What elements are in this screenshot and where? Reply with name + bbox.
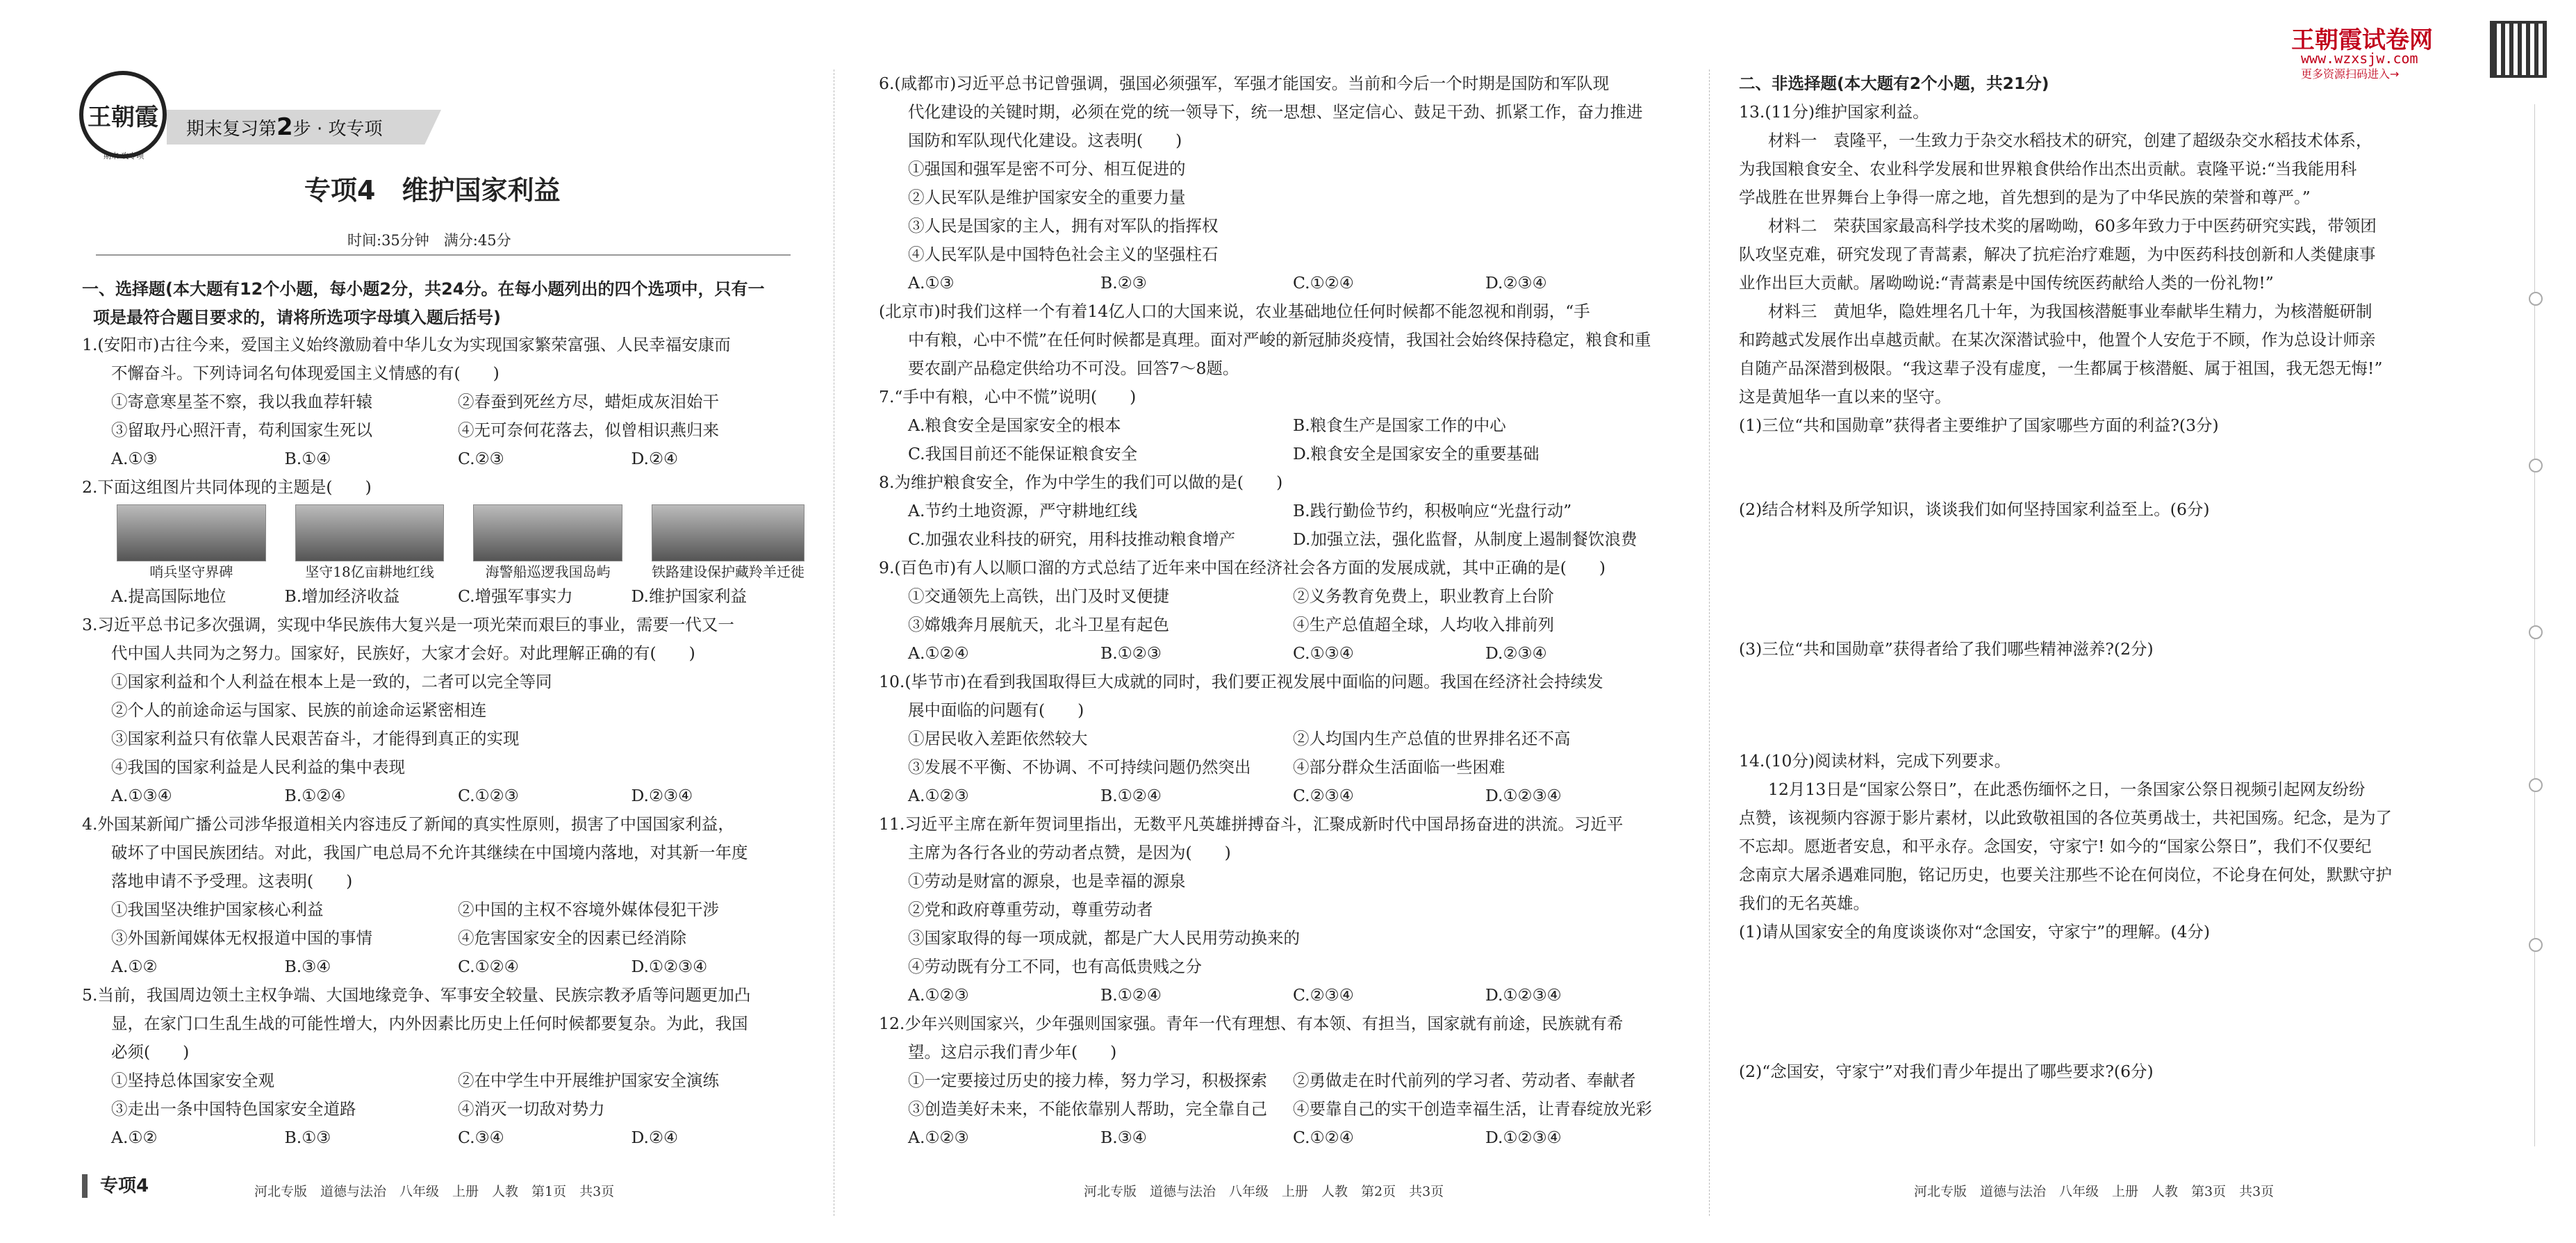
statement: ①寄意寒星荃不察，我以我血荐轩辕 — [111, 392, 372, 411]
statement: ④部分群众生活面临一些困难 — [1293, 757, 1505, 777]
question-stem: 要农副产品稳定供给功不可没。回答7～8题。 — [908, 359, 1239, 378]
nav-dot[interactable] — [2529, 625, 2543, 639]
answer-options — [82, 953, 804, 981]
statement: ①一定要接过历史的接力棒，努力学习，积极探索 — [908, 1071, 1267, 1090]
answer-option[interactable]: A.①②③ — [908, 985, 969, 1005]
answer-option[interactable]: D.②④ — [631, 1128, 679, 1147]
answer-option[interactable]: C.①②③ — [458, 786, 519, 805]
statement-grid — [879, 497, 1678, 554]
answer-option[interactable]: C.②③④ — [1293, 985, 1354, 1005]
answer-option[interactable]: A.①② — [111, 1128, 158, 1147]
answer-option[interactable]: B.①④ — [284, 449, 331, 468]
question-stem: 必须( ) — [111, 1042, 190, 1062]
statement: B.粮食生产是国家工作的中心 — [1293, 415, 1506, 435]
question-stem: 不懈奋斗。下列诗词名句体现爱国主义情感的有( ) — [111, 363, 499, 383]
logo-text: 王朝霞 — [88, 103, 158, 131]
sub-question: (3)三位“共和国勋章”获得者给了我们哪些精神滋养?(2分) — [1739, 639, 2154, 659]
answer-option[interactable]: A.①③④ — [111, 786, 172, 805]
brand-sub: 更多资源扫码进入→ — [2301, 67, 2400, 81]
photo-item — [295, 504, 445, 582]
answer-option[interactable]: B.①②④ — [1100, 985, 1162, 1005]
section-one-heading — [82, 275, 804, 332]
statement: ①坚持总体国家安全观 — [111, 1071, 274, 1090]
answer-option[interactable]: D.①②③④ — [1485, 985, 1562, 1005]
question-block — [879, 668, 1678, 810]
material-text: 学战胜在世界舞台上争得一席之地，首先想到的是为了中华民族的荣誉和尊严。” — [1739, 188, 2311, 207]
answer-option[interactable]: A.①②③ — [908, 786, 969, 805]
answer-options — [82, 445, 804, 473]
page-title: 专项4 维护国家利益 — [304, 175, 561, 206]
answer-option[interactable]: D.②③④ — [631, 786, 693, 805]
question-stem: 11.习近平主席在新年贺词里指出，无数平凡英雄拼搏奋斗，汇聚成新时代中国昂扬奋进的洪流。习近平 — [879, 814, 1624, 834]
statement: ④无可奈何花落去，似曾相识燕归来 — [458, 420, 719, 440]
answer-options — [879, 782, 1678, 810]
answer-option[interactable]: A.①②③ — [908, 1128, 969, 1147]
question-stem: 代化建设的关键时期，必须在党的统一领导下，统一思想、坚定信心、鼓足干劲、抓紧工作，奋力推进 — [908, 102, 1643, 122]
answer-option[interactable]: D.②③④ — [1485, 643, 1547, 663]
statement: ①我国坚决维护国家核心利益 — [111, 900, 324, 919]
statement: C.加强农业科技的研究，用科技推动粮食增产 — [908, 529, 1236, 549]
statement: ④人民军队是中国特色社会主义的坚强柱石 — [908, 245, 1219, 264]
logo-subtitle: 期末 攻专项 — [103, 151, 145, 160]
question-stem: 4.外国某新闻广播公司涉华报道相关内容违反了新闻的真实性原则，损害了中国国家利益， — [82, 814, 734, 834]
question-block — [879, 810, 1678, 1010]
sub-question: (1)请从国家安全的角度谈谈你对“念国安，守家宁”的理解。(4分) — [1739, 922, 2211, 941]
question-block — [879, 383, 1678, 468]
step-header — [186, 110, 382, 147]
question-stem: 落地申请不予受理。这表明( ) — [111, 871, 353, 891]
answer-options — [879, 981, 1678, 1010]
footer-page-2: 河北专版 道德与法治 八年级 上册 人教 第2页 共3页 — [1084, 1184, 1444, 1199]
question-stem: 2.下面这组图片共同体现的主题是( ) — [82, 477, 372, 497]
statement: ②勇做走在时代前列的学习者、劳动者、奉献者 — [1293, 1071, 1636, 1090]
question-stem: 10.(毕节市)在看到我国取得巨大成就的同时，我们要正视发展中面临的问题。我国在经济社会持续发 — [879, 672, 1603, 691]
answer-options — [879, 639, 1678, 668]
answer-option[interactable]: D.维护国家利益 — [631, 586, 747, 606]
nav-dot[interactable] — [2529, 778, 2543, 792]
answer-option[interactable]: C.增强军事实力 — [458, 586, 573, 606]
divider — [96, 254, 791, 256]
answer-option[interactable]: C.①②④ — [1293, 1128, 1354, 1147]
question-stem: (北京市)时我们这样一个有着14亿人口的大国来说，农业基础地位任何时候都不能忽视和削弱，“手 — [879, 302, 1590, 321]
statement: ②义务教育免费上，职业教育上台阶 — [1293, 586, 1554, 606]
answer-option[interactable]: B.①②④ — [284, 786, 346, 805]
statement-grid — [82, 1067, 804, 1123]
answer-option[interactable]: D.②③④ — [1485, 273, 1547, 293]
answer-option[interactable]: B.①②④ — [1100, 786, 1162, 805]
question-column-2 — [879, 69, 1678, 1152]
question-block — [82, 611, 804, 810]
answer-option[interactable]: C.①②④ — [1293, 273, 1354, 293]
answer-option[interactable]: A.①② — [111, 957, 158, 976]
question-stem: 7.“手中有粮，心中不慌”说明( ) — [879, 387, 1137, 406]
photo-item — [117, 504, 266, 582]
statement-grid — [82, 388, 804, 445]
section-heading-line: 项是最符合题目要求的，请将所选项字母填入题后括号) — [93, 308, 501, 327]
material-text: 为我国粮食安全、农业科学发展和世界粮食供给作出杰出贡献。袁隆平说:“当我能用科 — [1739, 159, 2357, 179]
question-block — [879, 554, 1678, 668]
answer-option[interactable]: C.①③④ — [1293, 643, 1354, 663]
question-stem: 14.(10分)阅读材料，完成下列要求。 — [1739, 751, 2011, 771]
question-stem: 代中国人共同为之努力。国家好，民族好，大家才会好。对此理解正确的有( ) — [111, 643, 695, 663]
brand-name: 王朝霞试卷网 — [2291, 26, 2433, 54]
statement: ②在中学生中开展维护国家安全演练 — [458, 1071, 719, 1090]
photo-image — [652, 504, 804, 561]
answer-option[interactable]: B.③④ — [284, 957, 331, 976]
statement: ①国家利益和个人利益在根本上是一致的，二者可以完全等同 — [111, 672, 552, 691]
photo-item — [652, 504, 804, 582]
answer-option[interactable]: D.②④ — [631, 449, 679, 468]
answer-option[interactable]: B.增加经济收益 — [284, 586, 400, 606]
answer-option[interactable]: D.①②③④ — [631, 957, 708, 976]
photo-item — [473, 504, 622, 582]
statement: ③留取丹心照汗青，苟利国家生死以 — [111, 420, 372, 440]
logo — [79, 71, 167, 158]
sub-question: (2)“念国安，守家宁”对我们青少年提出了哪些要求?(6分) — [1739, 1062, 2154, 1081]
answer-options — [82, 1123, 804, 1152]
material-text: 材料二 荣获国家最高科学技术奖的屠呦呦，60多年致力于中医药研究实践，带领团 — [1768, 216, 2377, 236]
answer-option[interactable]: B.①③ — [284, 1128, 331, 1147]
answer-options — [82, 782, 804, 810]
statement: ②党和政府尊重劳动，尊重劳动者 — [908, 900, 1153, 919]
material-text: 材料一 袁隆平，一生致力于杂交水稻技术的研究，创建了超级杂交水稻技术体系， — [1768, 131, 2372, 150]
photo-row — [82, 504, 804, 582]
column-divider — [1709, 69, 1710, 1216]
statement: ③国家取得的每一项成就，都是广大人民用劳动换来的 — [908, 928, 1300, 948]
photo-caption: 坚守18亿亩耕地红线 — [305, 563, 434, 580]
photo-caption: 哨兵坚守界碑 — [149, 563, 233, 580]
question-block — [879, 1010, 1678, 1152]
step-prefix: 期末复习第 — [186, 119, 277, 140]
statement: ③国家利益只有依靠人民艰苦奋斗，才能得到真正的实现 — [111, 729, 520, 748]
statement: ①居民收入差距依然较大 — [908, 729, 1088, 748]
statement: C.我国目前还不能保证粮食安全 — [908, 444, 1138, 463]
material-text: 材料三 黄旭华，隐姓埋名几十年，为我国核潜艇事业奉献毕生精力，为核潜艇研制 — [1768, 302, 2372, 321]
photo-image — [295, 504, 445, 561]
statement: ④危害国家安全的因素已经消除 — [458, 928, 686, 948]
material-text: 点赞，该视频内容源于影片素材，以此致敬祖国的各位英勇战士，共祀国殇。纪念，是为了 — [1739, 808, 2392, 828]
statement-grid — [879, 411, 1678, 468]
material-text: 这是黄旭华一直以来的坚守。 — [1739, 387, 1951, 406]
nav-dot[interactable] — [2529, 459, 2543, 472]
answer-options — [879, 269, 1678, 297]
answer-options — [879, 1123, 1678, 1152]
question-stem: 12.少年兴则国家兴，少年强则国家强。青年一代有理想、有本领、有担当，国家就有前途，民族就有希 — [879, 1014, 1624, 1033]
question-block — [82, 981, 804, 1152]
question-stem: 显，在家门口生乱生战的可能性增大，内外因素比历史上任何时候都要复杂。为此，我国 — [111, 1014, 748, 1033]
question-block — [82, 331, 804, 473]
statement-grid — [82, 896, 804, 953]
question-block — [879, 468, 1678, 554]
statement: A.节约土地资源，严守耕地红线 — [908, 501, 1137, 520]
material-text: 不忘却。愿逝者安息，和平永存。念国安，守家宁! 如今的“国家公祭日”，我们不仅要纪 — [1739, 837, 2372, 856]
question-stem: 国防和军队现代化建设。这表明( ) — [908, 131, 1182, 150]
statement: ④我国的国家利益是人民利益的集中表现 — [111, 757, 405, 777]
footer-page-3: 河北专版 道德与法治 八年级 上册 人教 第3页 共3页 — [1914, 1184, 2274, 1199]
statement-grid — [879, 582, 1678, 639]
statement: ②春蚕到死丝方尽，蜡炬成灰泪始干 — [458, 392, 719, 411]
statement: D.加强立法，强化监督，从制度上遏制餐饮浪费 — [1293, 529, 1637, 549]
statement: ①强国和强军是密不可分、相互促进的 — [908, 159, 1186, 179]
question-stem: 展中面临的问题有( ) — [908, 700, 1084, 720]
statement: ③人民是国家的主人，拥有对军队的指挥权 — [908, 216, 1219, 236]
statement-grid — [879, 1067, 1678, 1123]
question-stem: 9.(百色市)有人以顺口溜的方式总结了近年来中国在经济社会各方面的发展成就，其中正确的是( ) — [879, 558, 1606, 577]
statement: ②个人的前途命运与国家、民族的前途命运紧密相连 — [111, 700, 487, 720]
brand-url[interactable]: www.wzxsjw.com — [2301, 50, 2418, 67]
material-text: 12月13日是“国家公祭日”，在此悉伤缅怀之日，一条国家公祭日视频引起网友纷纷 — [1768, 780, 2366, 799]
section-two-heading: 二、非选择题(本大题有2个小题，共21分) — [1739, 74, 2049, 93]
step-number: 2 — [276, 113, 293, 141]
question-column-1 — [82, 331, 804, 1152]
time-score: 时间:35分钟 满分:45分 — [347, 232, 511, 249]
photo-caption: 海警船巡逻我国岛屿 — [485, 563, 611, 580]
answer-option[interactable]: D.①②③④ — [1485, 1128, 1562, 1147]
statement: ③创造美好未来，不能依靠别人帮助，完全靠自己 — [908, 1099, 1267, 1119]
question-stem: 8.为维护粮食安全，作为中学生的我们可以做的是( ) — [879, 472, 1283, 492]
question-stem: 主席为各行各业的劳动者点赞，是因为( ) — [908, 843, 1231, 862]
question-stem: 中有粮，心中不慌”在任何时候都是真理。面对严峻的新冠肺炎疫情，我国社会始终保持稳定，粮食和重 — [908, 330, 1651, 349]
statement: D.粮食安全是国家安全的重要基础 — [1293, 444, 1539, 463]
statement: ②中国的主权不容境外媒体侵犯干涉 — [458, 900, 719, 919]
step-suffix: 步 · 攻专项 — [292, 119, 383, 140]
statement: ④要靠自己的实干创造幸福生活，让青春绽放光彩 — [1293, 1099, 1652, 1119]
statement: ④劳动既有分工不同，也有高低贵贱之分 — [908, 957, 1202, 976]
answer-option[interactable]: B.③④ — [1100, 1128, 1147, 1147]
question-stem: 1.(安阳市)古往今来，爱国主义始终激励着中华儿女为实现国家繁荣富强、人民幸福安康而 — [82, 335, 731, 354]
question-block — [82, 473, 804, 611]
answer-option[interactable]: C.③④ — [458, 1128, 504, 1147]
question-stem: 13.(11分)维护国家利益。 — [1739, 102, 1929, 122]
answer-option[interactable]: B.②③ — [1100, 273, 1147, 293]
nav-dot[interactable] — [2529, 292, 2543, 306]
statement: ①劳动是财富的源泉，也是幸福的源泉 — [908, 871, 1186, 891]
question-stem: 5.当前，我国周边领土主权争端、大国地缘竞争、军事安全较量、民族宗教矛盾等问题更加凸 — [82, 985, 751, 1005]
footer-page-1: 河北专版 道德与法治 八年级 上册 人教 第1页 共3页 — [254, 1184, 615, 1199]
footer-tag: 专项4 — [82, 1174, 149, 1198]
question-column-3 — [1739, 69, 2475, 1086]
answer-option[interactable]: C.②③ — [458, 449, 504, 468]
material-text: 业作出巨大贡献。屠呦呦说:“青蒿素是中国传统医药献给人类的一份礼物!” — [1739, 273, 2274, 293]
statement: ②人均国内生产总值的世界排名还不高 — [1293, 729, 1571, 748]
question-block — [879, 297, 1678, 383]
material-text: 队攻坚克难，研究发现了青蒿素，解决了抗疟治疗难题，为中医药科技创新和人类健康事 — [1739, 245, 2376, 264]
photo-caption: 铁路建设保护藏羚羊迁徙 — [652, 563, 805, 580]
answer-options — [82, 582, 804, 611]
answer-option[interactable]: A.①③ — [908, 273, 955, 293]
statement: ②人民军队是维护国家安全的重要力量 — [908, 188, 1186, 207]
statement-grid — [879, 725, 1678, 782]
sub-question: (1)三位“共和国勋章”获得者主要维护了国家哪些方面的利益?(3分) — [1739, 415, 2219, 435]
statement: ①交通领先上高铁，出门及时叉便捷 — [908, 586, 1169, 606]
material-text: 自随产品深潜到极限。“我这辈子没有虚度，一生都属于核潜艇、属于祖国，我无怨无悔!” — [1739, 359, 2383, 378]
statement: B.践行勤俭节约，积极响应“光盘行动” — [1293, 501, 1572, 520]
answer-option[interactable]: A.①③ — [111, 449, 158, 468]
sub-question: (2)结合材料及所学知识，谈谈我们如何坚持国家利益至上。(6分) — [1739, 500, 2210, 519]
question-stem: 6.(咸都市)习近平总书记曾强调，强国必须强军，军强才能国安。当前和今后一个时期是国防和军队现 — [879, 74, 1610, 93]
statement: ③嫦娥奔月展航天，北斗卫星有起色 — [908, 615, 1169, 634]
question-stem: 望。这启示我们青少年( ) — [908, 1042, 1117, 1062]
statement: A.粮食安全是国家安全的根本 — [908, 415, 1121, 435]
statement: ③外国新闻媒体无权报道中国的事情 — [111, 928, 372, 948]
statement: ③走出一条中国特色国家安全道路 — [111, 1099, 356, 1119]
question-stem: 破坏了中国民族团结。对此，我国广电总局不允许其继续在中国境内落地，对其新一年度 — [111, 843, 748, 862]
material-text: 念南京大屠杀遇难同胞，铭记历史，也要关注那些不论在何岗位，不论身在何处，默默守护 — [1739, 865, 2392, 884]
photo-image — [117, 504, 266, 561]
material-text: 我们的无名英雄。 — [1739, 894, 1869, 913]
question-stem: 3.习近平总书记多次强调，实现中华民族伟大复兴是一项光荣而艰巨的事业，需要一代又一 — [82, 615, 734, 634]
answer-option[interactable]: A.提高国际地位 — [111, 586, 226, 606]
material-text: 和跨越式发展作出卓越贡献。在某次深潜试验中，他置个人安危于不顾，作为总设计师亲 — [1739, 330, 2376, 349]
answer-option[interactable]: C.②③④ — [1293, 786, 1354, 805]
answer-option[interactable]: C.①②④ — [458, 957, 519, 976]
answer-option[interactable]: D.①②③④ — [1485, 786, 1562, 805]
statement: ④消灭一切敌对势力 — [458, 1099, 605, 1119]
statement: ③发展不平衡、不协调、不可持续问题仍然突出 — [908, 757, 1251, 777]
qr-code-icon[interactable] — [2490, 21, 2547, 78]
question-block — [879, 69, 1678, 297]
answer-option[interactable]: B.①②③ — [1100, 643, 1162, 663]
photo-image — [473, 504, 622, 561]
question-block — [82, 810, 804, 981]
statement: ④生产总值超全球，人均收入排前列 — [1293, 615, 1554, 634]
nav-dot[interactable] — [2529, 938, 2543, 952]
answer-option[interactable]: A.①②④ — [908, 643, 969, 663]
section-heading-line: 一、选择题(本大题有12个小题，每小题2分，共24分。在每小题列出的四个选项中，只有一 — [82, 279, 765, 299]
